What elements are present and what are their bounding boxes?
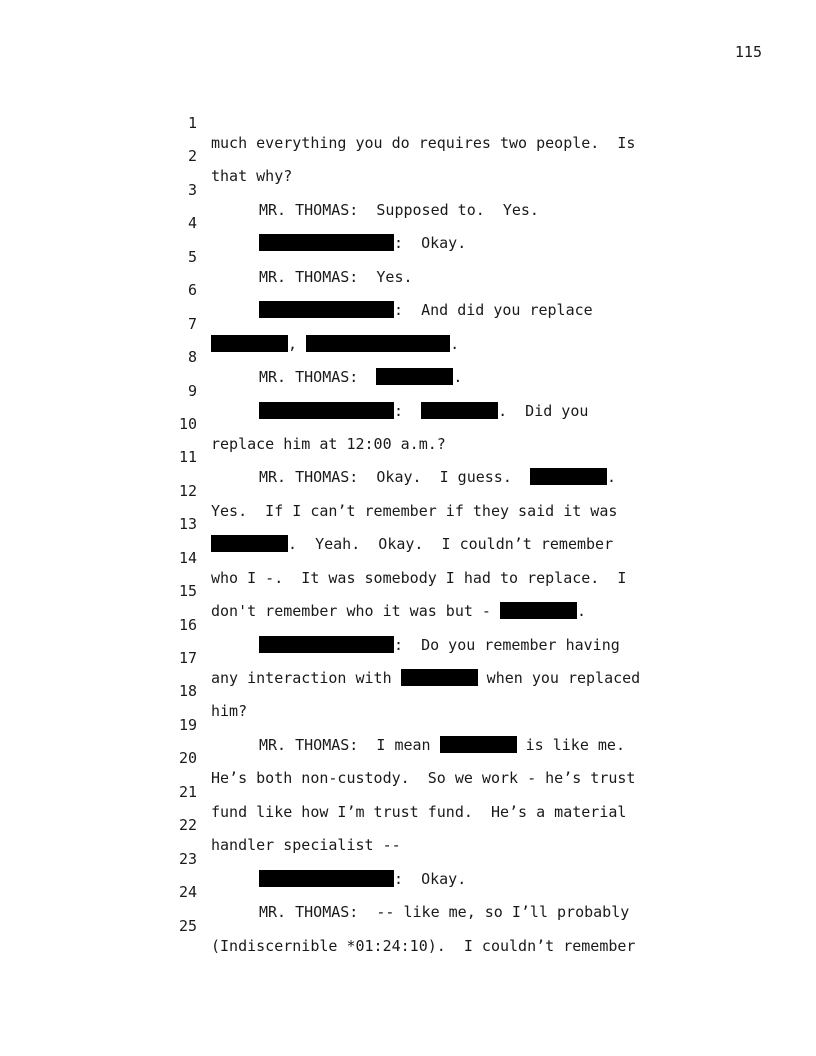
line-text-before: MR. THOMAS: I mean [259,735,440,754]
line-text: much everything you do requires two people. Is [211,134,636,152]
line-text-after: : Okay. [394,234,467,253]
line-number: 15 [178,582,197,601]
transcript-line [0,695,816,754]
transcript-line [0,494,816,554]
transcript-line [0,260,816,320]
transcript-line [0,193,816,253]
line-number: 22 [178,816,197,835]
line-number: 11 [178,448,197,467]
line-number: 24 [178,883,197,902]
line-number: 9 [187,381,197,400]
line-number: 1 [187,114,197,132]
transcript-line [0,628,816,687]
line-text-before: MR. THOMAS: [259,368,377,387]
line-text-mid: : [394,401,422,420]
line-number: 20 [178,749,197,768]
line-number: 8 [187,348,197,367]
line-text-before: don't remember who it was but - [211,602,500,621]
line-number: 5 [187,247,197,266]
line-text-after: . [576,602,587,621]
transcript-line [0,896,816,955]
line-text-before: any interaction with [211,669,401,687]
page-number: 115 [734,43,762,61]
transcript-line [0,595,816,654]
transcript-line [0,461,816,520]
line-number: 25 [178,916,197,935]
line-number: 13 [178,515,197,534]
transcript-line [0,795,816,855]
transcript-line [0,528,816,587]
line-text-after: is like me. [516,735,625,754]
line-number: 23 [178,849,197,868]
line-number: 17 [178,649,197,667]
line-number: 10 [178,414,197,433]
transcript-line [0,160,816,219]
line-text: fund like how I’m trust fund. He’s a material [211,802,627,821]
transcript-line [0,294,816,353]
line-text: that why? [211,167,293,186]
line-number: 3 [187,180,197,199]
transcript-line [0,661,816,721]
line-text-after: . Did you [498,401,589,420]
transcript-lines [0,93,816,955]
line-number: 4 [187,214,197,233]
line-text: MR. THOMAS: -- like me, so I’ll probably [259,903,630,922]
transcript-line [0,829,816,888]
line-text-after: : Do you remember having [394,635,620,654]
transcript-line [0,93,816,152]
transcript-line [0,561,816,621]
line-number: 14 [178,548,197,567]
line-number: 2 [187,147,197,166]
line-text: (Indiscernible *01:24:10). I couldn’t remember [211,936,636,955]
transcript-line [0,762,816,821]
transcript-line [0,394,816,453]
line-text: him? [211,702,248,721]
line-text-after: when you replaced [477,669,641,687]
line-text: who I -. It was somebody I had to replace. I [211,568,627,587]
transcript-line [0,427,816,487]
line-text-before: MR. THOMAS: Okay. I guess. [259,468,530,487]
line-text: He’s both non-custody. So we work - he’s trust [211,769,636,788]
transcript-line [0,728,816,788]
line-text: MR. THOMAS: Supposed to. Yes. [259,200,539,219]
line-text: Yes. If I can’t remember if they said it was [211,501,618,520]
line-text-after: . Yeah. Okay. I couldn’t remember [288,535,614,554]
transcript-line [0,227,816,286]
line-number: 18 [178,682,197,701]
line-text-after: . [453,368,463,387]
line-text-after: . [450,334,460,353]
line-text-after: : And did you replace [394,301,593,320]
line-number: 21 [178,782,197,801]
transcript-line [0,361,816,420]
line-text: handler specialist -- [211,836,401,855]
line-text-after: : Okay. [394,869,467,888]
transcript-line [0,327,816,387]
line-number: 12 [178,481,197,500]
line-text: replace him at 12:00 a.m.? [211,434,446,453]
line-number: 7 [187,314,197,333]
transcript-line [0,862,816,922]
line-text-mid: , [288,334,307,353]
line-text-after: . [606,468,616,487]
transcript-line [0,126,816,186]
line-number: 16 [178,615,197,634]
line-text: MR. THOMAS: Yes. [259,267,413,286]
line-number: 19 [178,715,197,734]
line-number: 6 [187,281,197,300]
